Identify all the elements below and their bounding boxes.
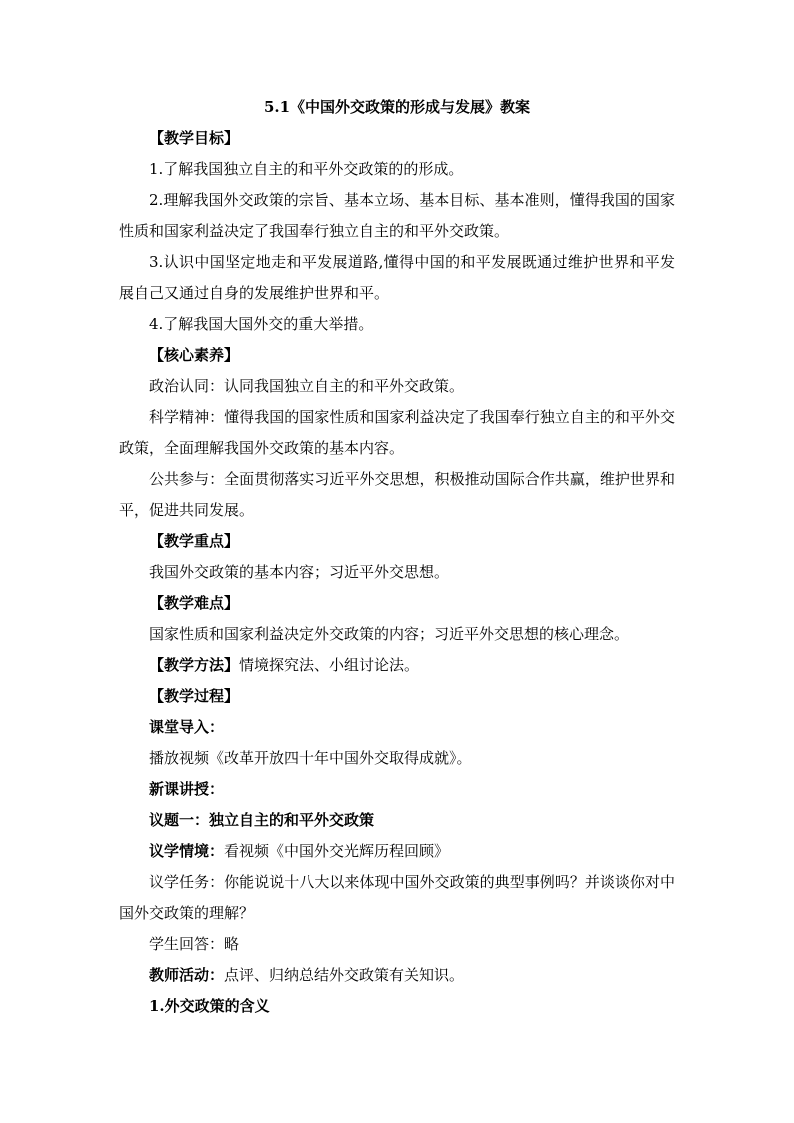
difficulties-text: 国家性质和国家利益决定外交政策的内容；习近平外交思想的核心理念。 (149, 625, 630, 643)
scenario-line (119, 836, 675, 867)
objective-item-3: 3.认识中国坚定地走和平发展道路,懂得中国的和平发展既通过维护世界和平发展自己又通过自身的发展维护世界和平。 (119, 253, 675, 302)
difficulties-heading: 【教学难点】 (149, 594, 240, 612)
teacher-line (119, 960, 675, 991)
objective-item-1: 1.了解我国独立自主的和平外交政策的的形成。 (149, 160, 464, 178)
task-text: 你能说说十八大以来体现中国外交政策的典型事例吗？并谈谈你对中国外交政策的理解？ (119, 873, 675, 922)
objectives-heading: 【教学目标】 (149, 129, 240, 147)
methods-heading: 【教学方法】 (149, 656, 240, 674)
task-label: 议学任务： (149, 873, 225, 891)
student-line (119, 929, 675, 960)
methods-text: 情境探究法、小组讨论法。 (239, 656, 420, 674)
intro-text: 播放视频《改革开放四十年中国外交取得成就》。 (149, 749, 472, 767)
key-points-heading: 【教学重点】 (149, 532, 240, 550)
scenario-label: 议学情境： (149, 842, 225, 860)
topic-1-heading: 议题一：独立自主的和平外交政策 (149, 811, 375, 829)
core-literacy-item-1: 政治认同：认同我国独立自主的和平外交政策。 (149, 377, 465, 395)
core-literacy-item-2: 科学精神：懂得我国的国家性质和国家利益决定了我国奉行独立自主的和平外交政策，全面理解我国外交政策的基本内容。 (119, 408, 675, 457)
student-label: 学生回答： (149, 935, 225, 953)
student-text: 略 (224, 935, 240, 953)
key-points-text: 我国外交政策的基本内容；习近平外交思想。 (149, 563, 450, 581)
core-literacy-heading: 【核心素养】 (149, 346, 240, 364)
new-lesson-label: 新课讲授： (149, 780, 225, 798)
objective-item-2: 2.理解我国外交政策的宗旨、基本立场、基本目标、基本准则，懂得我国的国家性质和国家利益决定了我国奉行独立自主的和平外交政策。 (119, 191, 675, 240)
methods-line (119, 650, 675, 681)
intro-label: 课堂导入： (149, 718, 225, 736)
point-1-heading: 1.外交政策的含义 (149, 997, 270, 1015)
objective-item-4: 4.了解我国大国外交的重大举措。 (149, 315, 374, 333)
document-body (119, 92, 675, 1022)
scenario-text: 看视频《中国外交光辉历程回顾》 (224, 842, 450, 860)
teacher-label: 教师活动： (149, 966, 225, 984)
core-literacy-item-3: 公共参与：全面贯彻落实习近平外交思想，积极推动国际合作共赢，维护世界和平，促进共同发展。 (119, 470, 675, 519)
teacher-text: 点评、归纳总结外交政策有关知识。 (224, 966, 465, 984)
task-line (119, 867, 675, 929)
document-title: 5.1《中国外交政策的形成与发展》教案 (263, 98, 531, 116)
process-heading: 【教学过程】 (149, 687, 240, 705)
